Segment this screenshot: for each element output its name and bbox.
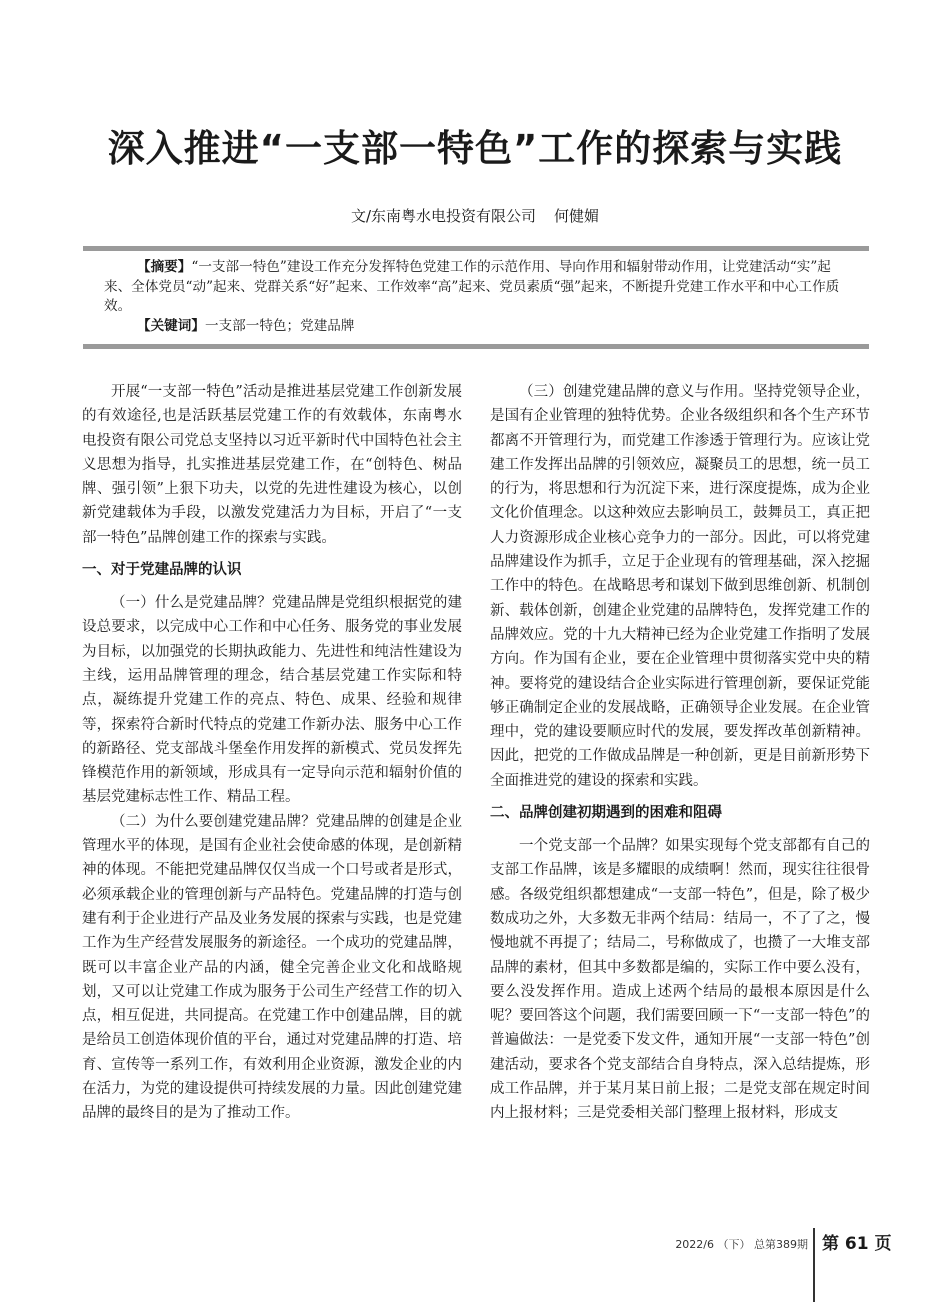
footer-divider <box>813 1228 815 1302</box>
byline-author: 何健媚 <box>554 207 600 225</box>
keywords-label: 【关键词】 <box>137 317 205 334</box>
intro-paragraph: 开展“一支部一特色”活动是推进基层党建工作创新发展的有效途径,也是活跃基层党建工作的有效载体，东南粤水电投资有限公司党总支坚持以习近平新时代中国特色社会主义思想为指导，扎实推进基层党建工作，在“创特色、树品牌、强引领”上狠下功夫，以党的先进性建设为核心，以创新党建载体为手段，以激发党建活力为目标，开启了“一支部一特色”品牌创建工作的探索与实践。 <box>82 384 462 546</box>
byline <box>0 205 950 226</box>
article-title: 深入推进“一支部一特色”工作的探索与实践 <box>107 127 843 170</box>
abstract-block <box>104 258 854 336</box>
right-column <box>490 380 870 1126</box>
paragraph-brand-significance: （三）创建党建品牌的意义与作用。坚持党领导企业，是国有企业管理的独特优势。企业各级组织和各个生产环节都离不开管理行为，而党建工作渗透于管理行为。应该让党建工作发挥出品牌的引领效应，凝聚员工的思想，统一员工的行为，将思想和行为沉淀下来，进行深度提炼，成为企业文化价值理念。以这种效应去影响员工，鼓舞员工，真正把人力资源形成企业核心竞争力的一部分。因此，可以将党建品牌建设作为抓手，立足于企业现有的管理基础，深入挖掘工作中的特色。在战略思考和谋划下做到思维创新、机制创新、载体创新，创建企业党建的品牌特色，发挥党建工作的品牌效应。党的十九大精神已经为企业党建工作指明了发展方向。作为国有企业，要在企业管理中贯彻落实党中央的精神。要将党的建设结合企业实际进行管理创新，要保证党能够正确制定企业的发展战略，正确领导企业发展。在企业管理中，党的建设要顺应时代的发展，要发挥改革创新精神。因此，把党的工作做成品牌是一种创新，更是目前新形势下全面推进党的建设的探索和实践。 <box>490 384 870 789</box>
keywords-text: 一支部一特色；党建品牌 <box>204 317 355 334</box>
section-heading-1: 一、对于党建品牌的认识 <box>82 562 242 579</box>
abstract-text: “一支部一特色”建设工作充分发挥特色党建工作的示范作用、导向作用和辐射带动作用，让党建活动“实”起来、全体党员“动”起来、党群关系“好”起来、工作效率“高”起来、党员素质“强”起来，不断提升党建工作水平和中心工作质效。 <box>104 259 840 314</box>
byline-org: 文/东南粤水电投资有限公司 <box>350 207 537 225</box>
abstract-label: 【摘要】 <box>137 259 192 275</box>
paragraph-difficulties: 一个党支部一个品牌？如果实现每个党支部都有自己的支部工作品牌，该是多耀眼的成绩啊！然而，现实往往很骨感。各级党组织都想建成“一支部一特色”，但是，除了极少数成功之外，大多数无非两个结局：结局一，不了了之，慢慢地就不再提了；结局二，号称做成了，也攒了一大堆支部品牌的素材，但其中多数都是编的，实际工作中要么没有，要么没发挥作用。造成上述两个结局的最根本原因是什么呢？要回答这个问题，我们需要回顾一下“一支部一特色”的普遍做法：一是党委下发文件，通知开展“一支部一特色”创建活动，要求各个党支部结合自身特点，深入总结提炼，形成工作品牌，并于某月某日前上报；二是党支部在规定时间内上报材料；三是党委相关部门整理上报材料，形成支 <box>490 838 870 1122</box>
paragraph-what-is-brand: （一）什么是党建品牌？党建品牌是党组织根据党的建设总要求，以完成中心工作和中心任务、服务党的事业发展为目标，以加强党的长期执政能力、先进性和纯洁性建设为主线，运用品牌管理的理念，结合基层党建工作实际和特点，凝练提升党建工作的亮点、特色、成果、经验和规律等，探索符合新时代特点的党建工作新办法、服务中心工作的新路径、党支部战斗堡垒作用发挥的新模式、党员发挥先锋模范作用的新领域，形成具有一定导向示范和辐射价值的基层党建标志性工作、精品工程。 <box>82 595 462 806</box>
section-heading-2: 二、品牌创建初期遇到的困难和阻碍 <box>490 805 722 822</box>
left-column <box>82 380 462 1126</box>
issue-info: 2022/6 （下） 总第389期 <box>675 1238 808 1251</box>
page-number: 第 61 页 <box>822 1234 892 1254</box>
abstract-bottom-rule <box>83 344 869 349</box>
abstract-top-rule <box>83 246 869 251</box>
paragraph-why-create-brand: （二）为什么要创建党建品牌？党建品牌的创建是企业管理水平的体现，是国有企业社会使命感的体现，是创新精神的体现。不能把党建品牌仅仅当成一个口号或者是形式，必须承载企业的管理创新与产品特色。党建品牌的打造与创建有利于企业进行产品及业务发展的探索与实践，也是党建工作为生产经营发展服务的新途径。一个成功的党建品牌，既可以丰富企业产品的内涵，健全完善企业文化和战略规划，又可以让党建工作成为服务于公司生产经营工作的切入点，相互促进，共同提高。在党建工作中创建品牌，目的就是给员工创造体现价值的平台，通过对党建品牌的打造、培育、宣传等一系列工作，有效利用企业资源，激发企业的内在活力，为党的建设提供可持续发展的力量。因此创建党建品牌的最终目的是为了推动工作。 <box>82 813 462 1122</box>
